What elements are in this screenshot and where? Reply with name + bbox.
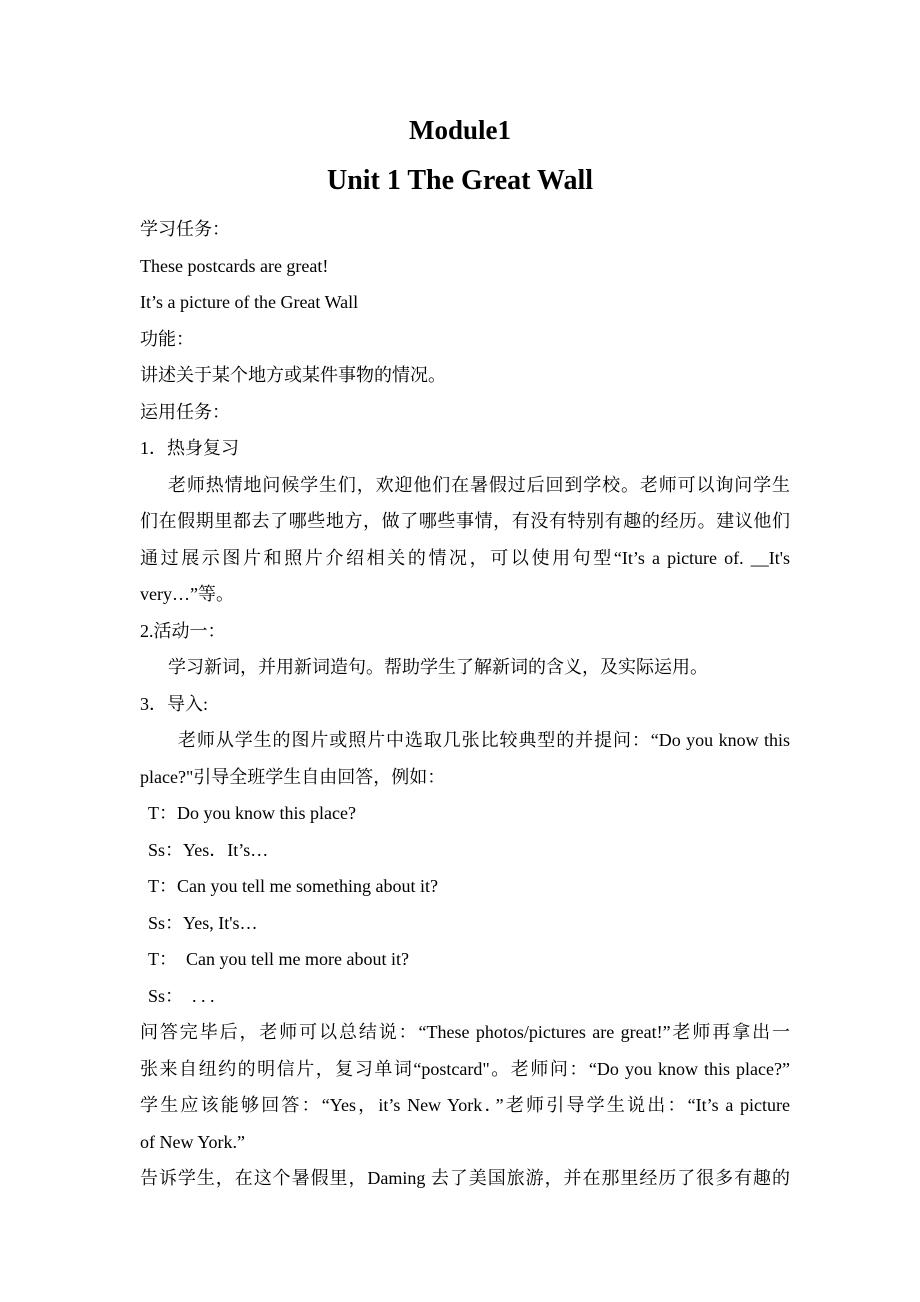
dialogue-teacher-line-3: T： Can you tell me more about it? — [148, 949, 409, 969]
title-block — [135, 116, 785, 196]
document-body — [140, 211, 790, 1197]
warmup-paragraph-line-2: 们在假期里都去了哪些地方，做了哪些事情，有没有特别有趣的经历。建议他们 — [140, 511, 790, 531]
summary-paragraph-line-3: 学生应该能够回答：“Yes，it’s New York．”老师引导学生说出：“It’s a picture — [140, 1095, 790, 1115]
unit-title: Unit 1 The Great Wall — [326, 164, 594, 196]
step3-leadin-heading: 3．导入: — [140, 693, 209, 714]
function-description: 讲述关于某个地方或某件事物的情况。 — [140, 365, 446, 385]
warmup-paragraph-line-1: 老师热情地问候学生们，欢迎他们在暑假过后回到学校。老师可以询问学生 — [168, 474, 790, 495]
step2-activity-heading: 2.活动一： — [140, 620, 226, 641]
sentence-picture-great-wall: It’s a picture of the Great Wall — [140, 292, 359, 312]
learning-tasks-heading: 学习任务： — [140, 219, 230, 239]
leadin-paragraph-line-2: place?"引导全班学生自由回答，例如： — [140, 766, 446, 787]
summary-paragraph-line-1: 问答完毕后，老师可以总结说：“These photos/pictures are great!”老师再拿出一 — [140, 1022, 790, 1042]
dialogue-students-line-2: Ss：Yes, It's… — [148, 912, 258, 933]
dialogue-students-line-3: Ss： . . . — [148, 985, 215, 1006]
leadin-paragraph-line-1: 老师从学生的图片或照片中选取几张比较典型的并提问：“Do you know this — [178, 730, 790, 750]
closing-paragraph-line-1: 告诉学生，在这个暑假里，Daming 去了美国旅游，并在那里经历了很多有趣的 — [140, 1168, 790, 1188]
sentence-these-postcards: These postcards are great! — [140, 255, 329, 276]
module-title: Module1 — [408, 115, 511, 145]
warmup-paragraph-line-3: 通过展示图片和照片介绍相关的情况，可以使用句型“It’s a picture of. __It's — [140, 547, 790, 568]
function-heading: 功能： — [140, 328, 194, 349]
summary-paragraph-line-4: of New York.” — [140, 1131, 245, 1152]
summary-paragraph-line-2: 张来自纽约的明信片，复习单词“postcard"。老师问：“Do you know this place?” — [140, 1058, 790, 1079]
dialogue-teacher-line-2: T：Can you tell me something about it? — [148, 876, 438, 896]
application-tasks-heading: 运用任务： — [140, 401, 230, 422]
dialogue-students-line-1: Ss：Yes．It’s… — [148, 839, 269, 860]
activity-description: 学习新词，并用新词造句。帮助学生了解新词的含义，及实际运用。 — [168, 657, 708, 677]
dialogue-teacher-line-1: T：Do you know this place? — [148, 803, 356, 823]
step1-warmup-heading: 1．热身复习 — [140, 438, 239, 458]
warmup-paragraph-line-4: very…”等。 — [140, 584, 234, 604]
